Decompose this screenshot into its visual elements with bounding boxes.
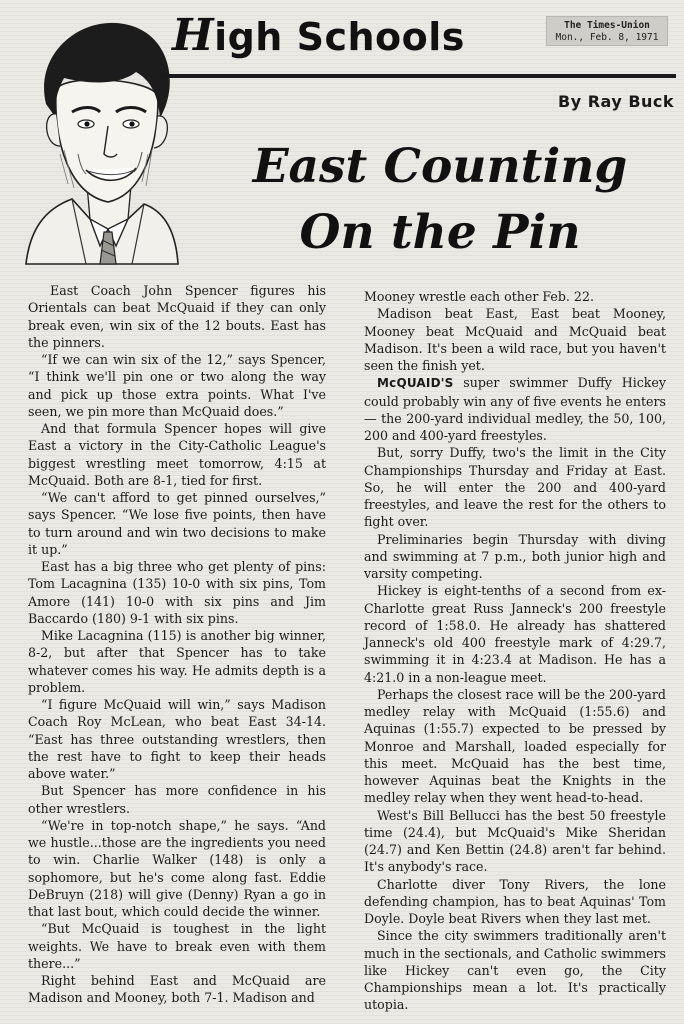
lead-word: McQUAID'S	[377, 376, 454, 391]
headline-line-2: On the Pin	[299, 205, 581, 260]
paragraph: Madison beat East, East beat Mooney, Mooney beat McQuaid and McQuaid beat Madison. It's been a wild race, but you haven't seen the finish yet.	[364, 306, 666, 373]
article-column-left	[28, 282, 326, 1007]
paragraph: “But McQuaid is toughest in the light weights. We have to break even with them there...”	[28, 921, 326, 971]
paragraph: But Spencer has more confidence in his other wrestlers.	[28, 783, 326, 816]
paragraph: “If we can win six of the 12,” says Spencer, “I think we'll pin one or two along the way and pick up those extra points. What I've seen, we pin more than McQuaid does.”	[28, 352, 326, 419]
paper-date-stamp	[546, 16, 668, 46]
headline-line-1: East Counting	[252, 139, 628, 194]
paper-name: The Times-Union	[564, 20, 650, 31]
byline: By Ray Buck	[558, 92, 675, 111]
paragraph: Preliminaries begin Thursday with diving and swimming at 7 p.m., both junior high and varsity competing.	[364, 531, 666, 581]
paragraph: West's Bill Bellucci has the best 50 freestyle time (24.4), but McQuaid's Mike Sheridan (24.7) and Ken Bettin (24.8) aren't far behind. It's anybody's race.	[364, 807, 666, 875]
paragraph: “We can't afford to get pinned ourselves,” says Spencer. “We lose five points, then have to turn around and win two decisions to make it up.”	[28, 490, 326, 557]
paragraph: Hickey is eight-tenths of a second from ex-Charlotte great Russ Janneck's 200 freestyle record of 1:58.0. He already has shattered Janneck's old 400 freestyle mark of 4:29.7, swimming it in 4:23.4 at Madison. He has a 4:21.0 in a non-league meet.	[364, 583, 666, 685]
lead-text: super swimmer Duffy Hickey could probably win any of five events he enters — the 200-yard individual medley, the 50, 100, 200 and 400-yard freestyles.	[364, 375, 666, 443]
paragraph: East has a big three who get plenty of pins: Tom Lacagnina (135) 10-0 with six pins, Tom Amore (141) 10-0 with six pins and Jim Baccardo (180) 9-1 with six pins.	[28, 559, 326, 626]
paragraph: Mike Lacagnina (115) is another big winner, 8-2, but after that Spencer has to take whatever comes his way. He admits depth is a problem.	[28, 628, 326, 695]
paragraph: Since the city swimmers traditionally aren't much in the sectionals, and Catholic swimmers like Hickey can't even go, the City Championships mean a lot. It's practically utopia.	[364, 928, 666, 1013]
paragraph: And that formula Spencer hopes will give East a victory in the City-Catholic League's biggest wrestling meet tomorrow, 4:15 at McQuaid. Both are 8-1, tied for first.	[28, 421, 326, 488]
paragraph: Perhaps the closest race will be the 200-yard medley relay with McQuaid (1:55.6) and Aquinas (1:55.7) expected to be pressed by Monroe and Marshall, loaded especially for this meet. McQuaid has the best time, however Aquinas beat the Knights in the medley relay when they went head-to-head.	[364, 686, 666, 806]
paragraph: Right behind East and McQuaid are Madison and Mooney, both 7-1. Madison and	[28, 973, 326, 1006]
section-title: High Schools	[172, 10, 465, 61]
article-column-right	[364, 288, 666, 1014]
paragraph-lead	[364, 374, 666, 444]
columnist-portrait-icon	[20, 14, 180, 266]
paragraph: Charlotte diver Tony Rivers, the lone defending champion, has to beat Aquinas' Tom Doyle. Doyle beat Rivers when they last met.	[364, 876, 666, 926]
paragraph: “I figure McQuaid will win,” says Madison Coach Roy McLean, who beat East 34-14. “East has three outstanding wrestlers, then the rest have to fight to keep their heads above water.”	[28, 697, 326, 781]
headline	[240, 134, 640, 266]
paragraph: “We're in top-notch shape,” he says. “And we hustle...those are the ingredients you need to win. Charlie Walker (148) is only a sophomore, but he's come along fast. Eddie DeBruyn (218) will give (Denny) Ryan a go in that last bout, which could decide the winner.	[28, 817, 326, 919]
paragraph: East Coach John Spencer figures his Orientals can beat McQuaid if they can only break even, win six of the 12 bouts. East has the pinners.	[28, 283, 326, 350]
paper-date: Mon., Feb. 8, 1971	[555, 32, 659, 43]
paragraph: But, sorry Duffy, two's the limit in the City Championships Thursday and Friday at East. So, he will enter the 200 and 400-yard freestyles, and leave the rest for the others to fight over.	[364, 445, 666, 530]
paragraph: Mooney wrestle each other Feb. 22.	[364, 289, 594, 304]
header-rule	[160, 74, 676, 78]
